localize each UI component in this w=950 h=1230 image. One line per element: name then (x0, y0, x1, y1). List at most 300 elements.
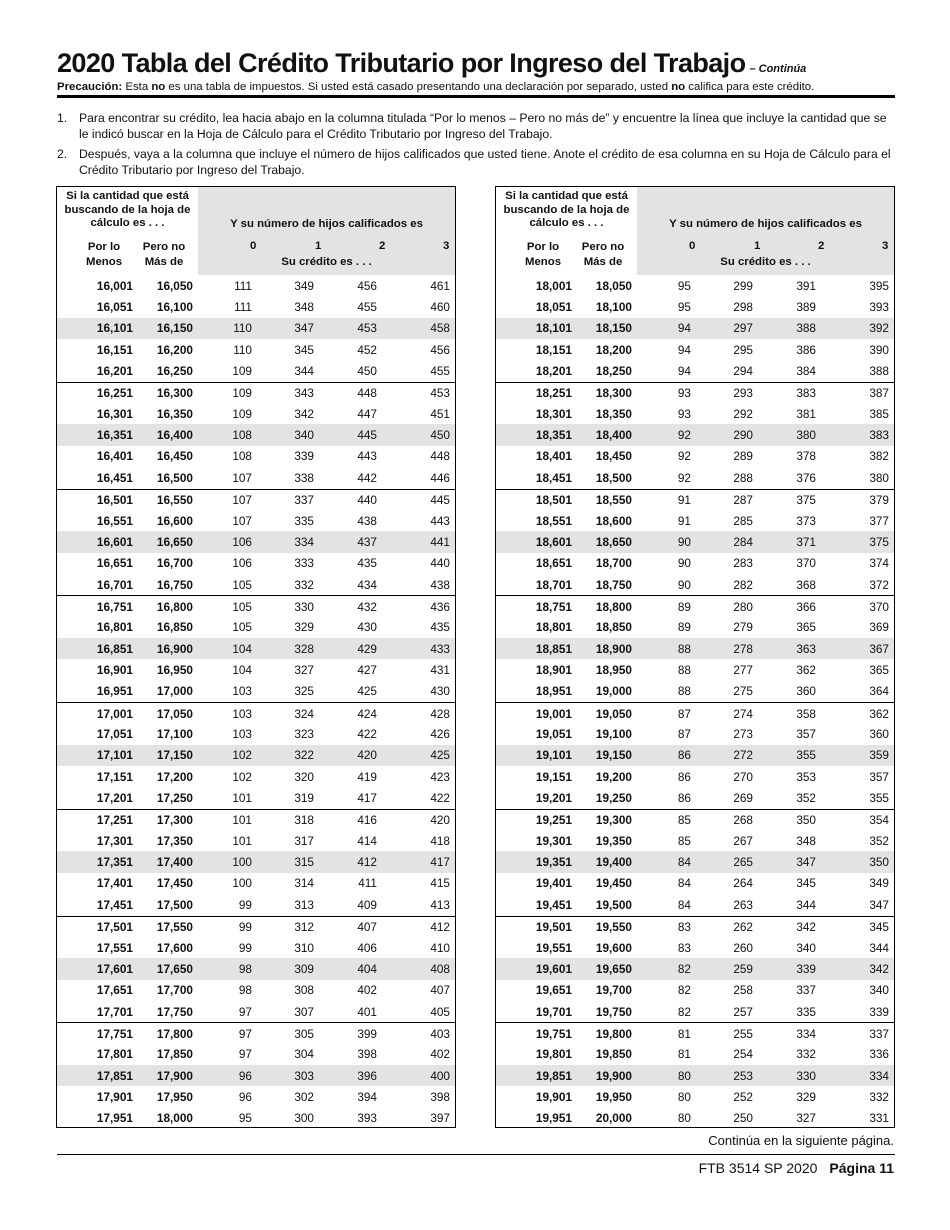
table-row (496, 851, 894, 872)
credit-3-cell: 357 (869, 769, 889, 784)
not-more-cell: 17,300 (156, 813, 193, 828)
credit-0-cell: 80 (677, 1089, 691, 1104)
credit-1-cell: 305 (294, 1026, 314, 1041)
credit-2-cell: 381 (796, 406, 816, 421)
credit-2-cell: 409 (357, 897, 377, 912)
credit-2-cell: 391 (796, 278, 816, 293)
page-title-row (57, 48, 895, 79)
credit-1-cell: 309 (294, 961, 314, 976)
not-more-cell: 17,850 (156, 1047, 193, 1062)
children-0-header: 0 (689, 240, 696, 252)
credit-3-cell: 395 (869, 278, 889, 293)
credit-0-cell: 86 (677, 769, 691, 784)
table-row (57, 531, 455, 552)
at-least-cell: 19,501 (535, 920, 572, 935)
credit-2-cell: 352 (796, 791, 816, 806)
credit-3-cell: 415 (430, 876, 450, 891)
table-row (496, 531, 894, 552)
table-row (57, 595, 455, 617)
credit-0-cell: 108 (232, 428, 252, 443)
credit-2-cell: 344 (796, 897, 816, 912)
credit-0-cell: 84 (677, 897, 691, 912)
instruction-text: Para encontrar su crédito, lea hacia abajo en la columna titulada “Por lo menos – Pero no más de” y encuentre la línea que incluye la cantidad que se le indicó buscar en la Hoja de Cálculo para el Crédito Tributario por Ingreso del Trabajo. (79, 111, 887, 141)
credit-3-cell: 460 (430, 300, 450, 315)
credit-1-cell: 258 (733, 983, 753, 998)
credit-0-cell: 95 (677, 278, 691, 293)
credit-2-cell: 380 (796, 428, 816, 443)
continue-note: Continúa en la siguiente página. (708, 1133, 894, 1148)
table-row (496, 318, 894, 339)
credit-3-cell: 458 (430, 321, 450, 336)
credit-0-cell: 107 (232, 513, 252, 528)
credit-2-cell: 427 (357, 662, 377, 677)
credit-2-cell: 329 (796, 1089, 816, 1104)
table-row (57, 766, 455, 787)
table-row (496, 1022, 894, 1044)
credit-1-cell: 332 (294, 577, 314, 592)
credit-1-cell: 349 (294, 278, 314, 293)
not-more-cell: 19,150 (595, 748, 632, 763)
credit-3-cell: 332 (869, 1089, 889, 1104)
not-more-cell: 16,650 (156, 534, 193, 549)
lookup-question: Si la cantidad que está buscando de la hoja de cálculo es . . . (64, 190, 191, 229)
table-row (496, 617, 894, 638)
table-row (57, 1001, 455, 1022)
credit-3-cell: 392 (869, 321, 889, 336)
credit-2-cell: 348 (796, 833, 816, 848)
credit-1-cell: 343 (294, 386, 314, 401)
table-row (57, 360, 455, 381)
credit-0-cell: 92 (677, 449, 691, 464)
not-more-cell: 17,700 (156, 983, 193, 998)
credit-3-cell: 402 (430, 1047, 450, 1062)
credit-3-cell: 422 (430, 791, 450, 806)
table-row (496, 467, 894, 488)
not-more-cell: 18,700 (595, 556, 632, 571)
credit-0-cell: 99 (238, 920, 252, 935)
credit-3-cell: 423 (430, 769, 450, 784)
not-more-cell: 18,500 (595, 470, 632, 485)
not-more-cell: 16,400 (156, 428, 193, 443)
credit-3-cell: 342 (869, 961, 889, 976)
credit-2-cell: 424 (357, 706, 377, 721)
credit-2-cell: 442 (357, 470, 377, 485)
credit-3-cell: 425 (430, 748, 450, 763)
credit-1-cell: 315 (294, 855, 314, 870)
credit-0-cell: 99 (238, 940, 252, 955)
credit-3-cell: 446 (430, 470, 450, 485)
table-row (57, 873, 455, 894)
table-row (496, 980, 894, 1001)
credit-1-cell: 272 (733, 748, 753, 763)
credit-1-cell: 303 (294, 1068, 314, 1083)
at-least-cell: 19,451 (535, 897, 572, 912)
at-least-cell: 19,151 (535, 769, 572, 784)
credit-1-cell: 298 (733, 300, 753, 315)
credit-1-cell: 265 (733, 855, 753, 870)
children-3-header: 3 (443, 240, 450, 252)
at-least-cell: 18,201 (535, 364, 572, 379)
table-header-left (57, 187, 198, 275)
credit-2-cell: 448 (357, 386, 377, 401)
credit-1-cell: 328 (294, 641, 314, 656)
not-more-cell: 16,450 (156, 449, 193, 464)
credit-0-cell: 95 (238, 1111, 252, 1126)
at-least-cell: 18,651 (535, 556, 572, 571)
credit-1-cell: 323 (294, 727, 314, 742)
not-more-cell: 16,850 (156, 620, 193, 635)
credit-2-cell: 432 (357, 599, 377, 614)
credit-2-cell: 332 (796, 1047, 816, 1062)
at-least-cell: 19,001 (535, 706, 572, 721)
table-row (496, 830, 894, 851)
table-row (496, 1086, 894, 1107)
credit-2-cell: 434 (357, 577, 377, 592)
credit-0-cell: 95 (677, 300, 691, 315)
credit-3-cell: 370 (869, 599, 889, 614)
credit-3-cell: 435 (430, 620, 450, 635)
not-more-cell: 17,550 (156, 920, 193, 935)
credit-0-cell: 94 (677, 364, 691, 379)
credit-1-cell: 314 (294, 876, 314, 891)
at-least-cell: 17,551 (96, 940, 133, 955)
table-row (496, 681, 894, 702)
credit-0-cell: 85 (677, 813, 691, 828)
at-least-cell: 18,001 (535, 278, 572, 293)
table-row (57, 446, 455, 467)
table-row (57, 937, 455, 958)
credit-1-cell: 278 (733, 641, 753, 656)
credit-1-cell: 340 (294, 428, 314, 443)
credit-1-cell: 273 (733, 727, 753, 742)
credit-3-cell: 430 (430, 684, 450, 699)
lookup-question: Si la cantidad que está buscando de la hoja de cálculo es . . . (503, 190, 630, 229)
credit-0-cell: 105 (232, 620, 252, 635)
not-more-cell: 17,250 (156, 791, 193, 806)
credit-1-cell: 260 (733, 940, 753, 955)
credit-0-cell: 97 (238, 1004, 252, 1019)
credit-1-cell: 334 (294, 534, 314, 549)
credit-1-cell: 257 (733, 1004, 753, 1019)
at-least-cell: 19,601 (535, 961, 572, 976)
credit-3-cell: 431 (430, 662, 450, 677)
credit-0-cell: 110 (233, 321, 252, 336)
credit-1-cell: 254 (733, 1047, 753, 1062)
credit-3-cell: 445 (430, 493, 450, 508)
credit-1-cell: 259 (733, 961, 753, 976)
at-least-cell: 17,001 (96, 706, 133, 721)
table-row (57, 638, 455, 659)
at-least-cell: 19,751 (535, 1026, 572, 1041)
not-more-cell: 17,450 (156, 876, 193, 891)
at-least-cell: 19,101 (535, 748, 572, 763)
credit-1-cell: 338 (294, 470, 314, 485)
credit-3-cell: 374 (869, 556, 889, 571)
credit-1-cell: 339 (294, 449, 314, 464)
credit-0-cell: 102 (232, 769, 252, 784)
not-more-cell: 19,950 (595, 1089, 632, 1104)
credit-2-cell: 406 (357, 940, 377, 955)
not-more-cell: 18,300 (595, 386, 632, 401)
credit-1-cell: 308 (294, 983, 314, 998)
not-more-cell: 18,750 (595, 577, 632, 592)
table-row (57, 809, 455, 831)
not-more-cell: 17,650 (156, 961, 193, 976)
credit-3-cell: 354 (869, 813, 889, 828)
credit-1-cell: 329 (294, 620, 314, 635)
credit-3-cell: 418 (430, 833, 450, 848)
credit-0-cell: 96 (238, 1089, 252, 1104)
table-row (57, 275, 455, 296)
table-row (57, 403, 455, 424)
not-more-cell: 19,600 (595, 940, 632, 955)
credit-1-cell: 307 (294, 1004, 314, 1019)
at-least-cell: 19,851 (535, 1068, 572, 1083)
credit-3-cell: 337 (869, 1026, 889, 1041)
credit-is-label: Su crédito es . . . (281, 256, 372, 268)
credit-1-cell: 288 (733, 470, 753, 485)
table-row (496, 1001, 894, 1022)
at-least-cell: 19,951 (535, 1111, 572, 1126)
at-least-cell: 16,251 (96, 386, 133, 401)
at-least-cell: 19,301 (535, 833, 572, 848)
credit-3-cell: 355 (869, 791, 889, 806)
children-2-header: 2 (379, 240, 386, 252)
caution-label: Precaución: (57, 81, 123, 93)
table-header-right (198, 187, 455, 275)
credit-1-cell: 292 (733, 406, 753, 421)
credit-1-cell: 342 (294, 406, 314, 421)
credit-3-cell: 456 (430, 342, 450, 357)
credit-2-cell: 401 (357, 1004, 377, 1019)
table-row (496, 275, 894, 296)
credit-0-cell: 98 (238, 961, 252, 976)
credit-1-cell: 289 (733, 449, 753, 464)
credit-0-cell: 104 (232, 662, 252, 677)
credit-1-cell: 295 (733, 342, 753, 357)
credit-1-cell: 293 (733, 386, 753, 401)
credit-3-cell: 390 (869, 342, 889, 357)
credit-3-cell: 340 (869, 983, 889, 998)
not-more-cell: 17,350 (156, 833, 193, 848)
credit-0-cell: 84 (677, 876, 691, 891)
credit-2-cell: 375 (796, 493, 816, 508)
not-more-cell: 16,100 (156, 300, 193, 315)
credit-3-cell: 379 (869, 493, 889, 508)
caution-note (57, 81, 895, 93)
credit-3-cell: 365 (869, 662, 889, 677)
credit-0-cell: 88 (677, 662, 691, 677)
credit-2-cell: 416 (357, 813, 377, 828)
credit-2-cell: 378 (796, 449, 816, 464)
not-more-cell: 19,450 (595, 876, 632, 891)
form-id: FTB 3514 SP 2020 (698, 1160, 818, 1176)
credit-3-cell: 380 (869, 470, 889, 485)
not-more-cell: 17,950 (156, 1089, 193, 1104)
credit-3-cell: 455 (430, 364, 450, 379)
credit-1-cell: 262 (733, 920, 753, 935)
credit-0-cell: 107 (232, 470, 252, 485)
credit-3-cell: 417 (430, 855, 450, 870)
at-least-cell: 17,901 (96, 1089, 133, 1104)
not-more-cell: 17,150 (156, 748, 193, 763)
not-more-cell: 18,650 (595, 534, 632, 549)
not-more-cell: 19,800 (595, 1026, 632, 1041)
not-more-cell: 17,500 (156, 897, 193, 912)
at-least-cell: 16,651 (96, 556, 133, 571)
credit-1-cell: 297 (733, 321, 753, 336)
table-row (57, 318, 455, 339)
at-least-cell: 17,501 (96, 920, 133, 935)
not-more-cell: 17,050 (156, 706, 193, 721)
at-least-cell: 17,301 (96, 833, 133, 848)
credit-3-cell: 375 (869, 534, 889, 549)
table-row (496, 424, 894, 445)
table-row (496, 659, 894, 680)
credit-0-cell: 109 (232, 406, 252, 421)
table-row (496, 574, 894, 595)
credit-2-cell: 450 (357, 364, 377, 379)
credit-1-cell: 344 (294, 364, 314, 379)
credit-0-cell: 93 (677, 406, 691, 421)
not-more-cell: 16,500 (156, 470, 193, 485)
at-least-cell: 19,651 (535, 983, 572, 998)
credit-0-cell: 109 (232, 364, 252, 379)
credit-0-cell: 97 (238, 1047, 252, 1062)
credit-3-cell: 461 (430, 278, 450, 293)
credit-3-cell: 441 (430, 534, 450, 549)
not-more-cell: 16,900 (156, 641, 193, 656)
credit-2-cell: 440 (357, 493, 377, 508)
not-more-cell: 18,450 (595, 449, 632, 464)
credit-2-cell: 384 (796, 364, 816, 379)
table-row (496, 553, 894, 574)
credit-0-cell: 103 (232, 684, 252, 699)
credit-0-cell: 98 (238, 983, 252, 998)
credit-1-cell: 304 (294, 1047, 314, 1062)
not-more-cell: 17,600 (156, 940, 193, 955)
credit-3-cell: 359 (869, 748, 889, 763)
at-least-cell: 16,151 (96, 342, 133, 357)
credit-3-cell: 407 (430, 983, 450, 998)
credit-0-cell: 90 (677, 534, 691, 549)
not-more-cell: 16,600 (156, 513, 193, 528)
credit-1-cell: 274 (733, 706, 753, 721)
credit-2-cell: 399 (357, 1026, 377, 1041)
credit-2-cell: 443 (357, 449, 377, 464)
at-least-cell: 17,801 (96, 1047, 133, 1062)
at-least-cell: 17,251 (96, 813, 133, 828)
at-least-cell: 19,701 (535, 1004, 572, 1019)
credit-0-cell: 92 (677, 428, 691, 443)
at-least-cell: 17,101 (96, 748, 133, 763)
at-least-cell: 16,851 (96, 641, 133, 656)
credit-2-cell: 362 (796, 662, 816, 677)
not-more-cell: 16,150 (156, 321, 193, 336)
credit-0-cell: 89 (677, 620, 691, 635)
at-least-cell: 17,451 (96, 897, 133, 912)
at-least-cell: 16,051 (96, 300, 133, 315)
at-least-cell: 17,151 (96, 769, 133, 784)
credit-1-cell: 250 (733, 1111, 753, 1126)
not-more-cell: 16,700 (156, 556, 193, 571)
table-row (57, 1065, 455, 1086)
children-2-header: 2 (818, 240, 825, 252)
table-row (57, 659, 455, 680)
not-more-cell: 18,950 (595, 662, 632, 677)
table-row (496, 382, 894, 404)
credit-0-cell: 82 (677, 1004, 691, 1019)
credit-2-cell: 365 (796, 620, 816, 635)
credit-1-cell: 283 (733, 556, 753, 571)
credit-2-cell: 445 (357, 428, 377, 443)
credit-3-cell: 387 (869, 386, 889, 401)
at-least-cell: 18,551 (535, 513, 572, 528)
credit-0-cell: 107 (232, 493, 252, 508)
credit-1-cell: 317 (294, 833, 314, 848)
table-row (496, 638, 894, 659)
continued-label: – Continúa (749, 63, 807, 75)
not-more-cell: 18,150 (595, 321, 632, 336)
not-more-cell: 16,300 (156, 386, 193, 401)
not-more-cell: 19,650 (595, 961, 632, 976)
credit-1-cell: 302 (294, 1089, 314, 1104)
not-more-cell: 19,350 (595, 833, 632, 848)
credit-0-cell: 81 (677, 1026, 691, 1041)
credit-0-cell: 103 (232, 706, 252, 721)
credit-1-cell: 280 (733, 599, 753, 614)
credit-0-cell: 100 (232, 855, 252, 870)
credit-0-cell: 94 (677, 342, 691, 357)
credit-3-cell: 453 (430, 386, 450, 401)
credit-0-cell: 103 (232, 727, 252, 742)
credit-0-cell: 83 (677, 920, 691, 935)
credit-1-cell: 287 (733, 493, 753, 508)
at-least-cell: 17,651 (96, 983, 133, 998)
not-more-cell: 16,350 (156, 406, 193, 421)
credit-0-cell: 83 (677, 940, 691, 955)
table-row (57, 702, 455, 724)
credit-2-cell: 429 (357, 641, 377, 656)
credit-0-cell: 81 (677, 1047, 691, 1062)
table-row (57, 851, 455, 872)
credit-3-cell: 382 (869, 449, 889, 464)
at-least-cell: 19,401 (535, 876, 572, 891)
credit-3-cell: 420 (430, 813, 450, 828)
table-row (57, 1108, 455, 1129)
credit-2-cell: 389 (796, 300, 816, 315)
not-more-cell: 19,000 (595, 684, 632, 699)
credit-3-cell: 336 (869, 1047, 889, 1062)
table-row (57, 382, 455, 404)
not-more-header: Pero no Más de (142, 241, 186, 268)
credit-2-cell: 360 (796, 684, 816, 699)
credit-0-cell: 90 (677, 577, 691, 592)
children-1-header: 1 (315, 240, 322, 252)
credit-0-cell: 92 (677, 470, 691, 485)
credit-1-cell: 312 (294, 920, 314, 935)
credit-1-cell: 253 (733, 1068, 753, 1083)
page-title: 2020 Tabla del Crédito Tributario por Ingreso del Trabajo (57, 48, 746, 78)
header-rule (57, 95, 895, 98)
table-row (496, 723, 894, 744)
at-least-cell: 16,501 (96, 493, 133, 508)
credit-0-cell: 105 (232, 577, 252, 592)
credit-3-cell: 372 (869, 577, 889, 592)
children-3-header: 3 (882, 240, 889, 252)
not-more-cell: 16,800 (156, 599, 193, 614)
not-more-cell: 16,950 (156, 662, 193, 677)
